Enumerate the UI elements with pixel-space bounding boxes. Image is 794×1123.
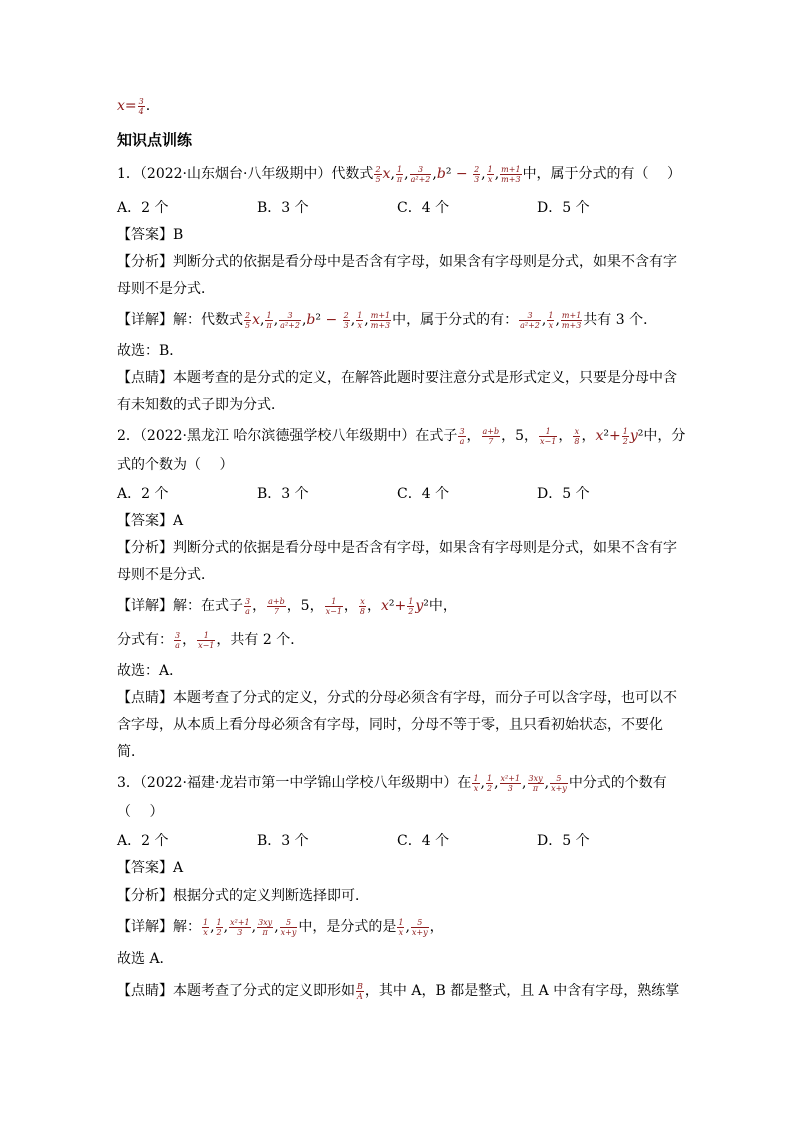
fraction: $\frac{m+1}{m+3}$ bbox=[501, 164, 521, 184]
question-1-stem: 1．（2022·山东烟台·八年级期中）代数式 $\frac{2}{5}$ x, $\frac{1}{\pi}$ , $\frac{3}{\text{a²+2}}$ ,b² − $\frac{2}{3}$ , $\frac{1}{x}$ , $\frac{m+1}{m+3}$ 中，属于分式的有（ ） bbox=[117, 164, 682, 184]
comment: 【点睛】本题考查了分式的定义，分式的分母必须含有字母，而分子可以含字母，也可以不 bbox=[117, 690, 677, 706]
option-a: A．2 个 bbox=[117, 833, 169, 849]
fraction: $\frac{1}{\pi}$ bbox=[396, 164, 403, 184]
stem-text: ，5， bbox=[501, 428, 539, 444]
answer: 【答案】A bbox=[117, 860, 184, 876]
choice: 故选 A． bbox=[117, 951, 174, 967]
option-b: B．3 个 bbox=[257, 833, 309, 849]
fraction: $\frac{2}{5}$ bbox=[375, 164, 381, 184]
stem-text: 1．（2022·山东烟台·八年级期中）代数式 bbox=[117, 166, 374, 182]
option-c: C．4 个 bbox=[397, 200, 450, 216]
option-d: D．5 个 bbox=[537, 200, 590, 216]
detail-text: ， bbox=[429, 919, 444, 935]
stem-text: 中，属于分式的有（ ） bbox=[522, 166, 682, 182]
fraction-denominator: 4 bbox=[138, 106, 144, 116]
stem-text: 中分式的个数有 bbox=[568, 775, 667, 791]
equation-left: x= bbox=[117, 98, 137, 114]
detail-text: 中，属于分式的有： bbox=[392, 312, 519, 328]
detail-text: 【详解】解：在式子 bbox=[117, 598, 243, 614]
analysis: 母则不是分式． bbox=[117, 281, 215, 297]
question-3-stem: 3．（2022·福建·龙岩市第一中学锦山学校八年级期中）在 $\frac{1}{x}$ , $\frac{1}{2}$ , $\frac{\text{x²+1}}{3}$ , $\frac{3xy}{\pi}$ , $\frac{5}{x+y}$ 中分式的个数有 bbox=[117, 773, 667, 793]
option-a: A．2 个 bbox=[117, 486, 169, 502]
analysis: 【分析】判断分式的依据是看分母中是否含有字母，如果含有字母则是分式，如果不含有字 bbox=[117, 254, 677, 270]
question-2-stem-cont: 式的个数为（ ） bbox=[117, 457, 234, 473]
comment: 【点睛】本题考查了分式的定义即形如 $\frac{B}{A}$ ，其中 A，B 都是整式，且 A 中含有字母，熟练掌 bbox=[117, 981, 680, 1001]
question-2-stem: 2．（2022·黑龙江 哈尔滨德强学校八年级期中）在式子 $\frac{3}{a}$ ， $\frac{a+b}{7}$ ，5， $\frac{1}{x-1}$ ， $\frac{x}{8}$ ，x²+ $\frac{1}{2}$ y²中，分 bbox=[117, 426, 686, 446]
top-equation bbox=[117, 96, 150, 116]
equation-end: . bbox=[145, 98, 151, 114]
fraction bbox=[138, 97, 145, 116]
detail-text: 中， bbox=[428, 598, 457, 614]
analysis: 【分析】根据分式的定义判断选择即可． bbox=[117, 888, 369, 904]
comment-text: 【点睛】本题考查了分式的定义即形如 bbox=[117, 983, 355, 999]
comment-text: ，其中 A，B 都是整式，且 A 中含有字母，熟练掌 bbox=[364, 983, 680, 999]
answer: 【答案】B bbox=[117, 227, 184, 243]
stem-text: 中，分 bbox=[643, 428, 686, 444]
choice: 故选：A． bbox=[117, 663, 184, 679]
option-b: B．3 个 bbox=[257, 200, 309, 216]
fraction: $\frac{1}{x}$ bbox=[487, 164, 493, 184]
analysis: 母则不是分式． bbox=[117, 567, 215, 583]
stem-text: 3．（2022·福建·龙岩市第一中学锦山学校八年级期中）在 bbox=[117, 775, 472, 791]
result: 分式有： $\frac{3}{a}$ ， $\frac{1}{x-1}$ ，共有 2 个． bbox=[117, 630, 305, 650]
answer: 【答案】A bbox=[117, 513, 184, 529]
option-c: C．4 个 bbox=[397, 833, 450, 849]
option-c: C．4 个 bbox=[397, 486, 450, 502]
result-text: 分式有： bbox=[117, 632, 173, 648]
fraction: $\frac{3}{\text{a²+2}}$ bbox=[410, 164, 431, 184]
comment: 含字母，从本质上看分母必须含有字母，同时，分母不等于零，且只看初始状态，不要化 bbox=[117, 717, 663, 733]
fraction-numerator: 3 bbox=[138, 96, 144, 106]
comment: 【点睛】本题考查的是分式的定义，在解答此题时要注意分式是形式定义，只要是分母中含 bbox=[117, 370, 677, 386]
detail-text: 共有 3 个． bbox=[583, 312, 658, 328]
detail: 【详解】解： $\frac{1}{x}$ , $\frac{1}{2}$ , $\frac{\text{x²+1}}{3}$ , $\frac{3xy}{\pi}$ , $\frac{5}{x+y}$ 中，是分式的是 $\frac{1}{x}$ , $\frac{5}{x+y}$ ， bbox=[117, 917, 444, 937]
option-d: D．5 个 bbox=[537, 833, 590, 849]
option-a: A．2 个 bbox=[117, 200, 169, 216]
question-3-stem-cont: （ ） bbox=[117, 804, 164, 820]
detail: 【详解】解：在式子 $\frac{3}{a}$ ， $\frac{a+b}{7}$ ，5， $\frac{1}{x-1}$ ， $\frac{x}{8}$ ，x²+ $\frac{1}{2}$ y²中， bbox=[117, 596, 457, 616]
detail-text: 中，是分式的是 bbox=[298, 919, 397, 935]
result-text: ，共有 2 个． bbox=[216, 632, 305, 648]
option-d: D．5 个 bbox=[537, 486, 590, 502]
comment: 简． bbox=[117, 744, 145, 760]
fraction: $\frac{2}{3}$ bbox=[474, 164, 480, 184]
choice: 故选：B． bbox=[117, 343, 184, 359]
section-title: 知识点训练 bbox=[117, 131, 193, 149]
detail-text: 【详解】解： bbox=[117, 919, 201, 935]
detail-text: 【详解】解：代数式 bbox=[117, 312, 243, 328]
stem-text: 2．（2022·黑龙江 哈尔滨德强学校八年级期中）在式子 bbox=[117, 428, 458, 444]
option-b: B．3 个 bbox=[257, 486, 309, 502]
detail: 【详解】解：代数式 $\frac{2}{5}$ x, $\frac{1}{\pi}$ , $\frac{3}{\text{a²+2}}$ ,b² − $\frac{2}{3}$ , $\frac{1}{x}$ , $\frac{m+1}{m+3}$ 中，属于分式的有： $\frac{3}{\text{a²+2}}$ , $\frac{1}{x}$ , $\frac{m+1}{m+3}$ 共有 3 个． bbox=[117, 310, 658, 330]
comment: 有未知数的式子即为分式． bbox=[117, 397, 285, 413]
analysis: 【分析】判断分式的依据是看分母中是否含有字母，如果含有字母则是分式，如果不含有字 bbox=[117, 540, 677, 556]
